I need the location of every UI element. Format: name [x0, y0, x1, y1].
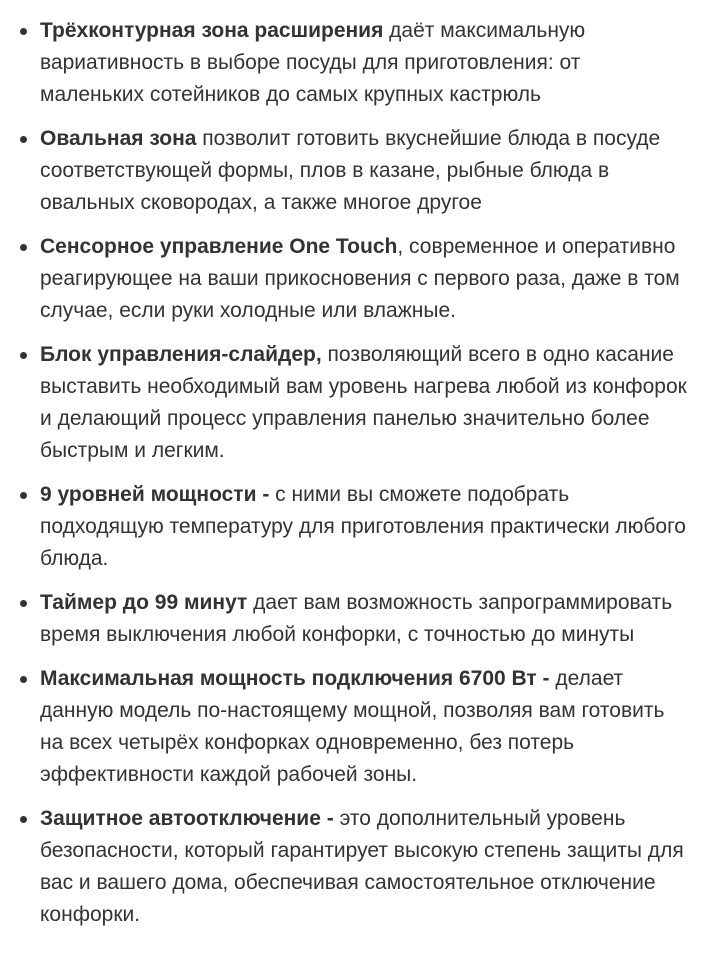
feature-description: с ними вы сможете подобрать подходящую температуру для приготовления практически любого блюда.: [40, 483, 686, 570]
feature-item-max-power: [0, 663, 706, 791]
feature-title: Таймер до 99 минут: [40, 591, 248, 614]
feature-title: Максимальная мощность подключения 6700 Вт -: [40, 667, 550, 690]
feature-item-timer: [0, 587, 706, 651]
bullet-icon: [20, 492, 27, 499]
feature-title: 9 уровней мощности -: [40, 483, 270, 506]
feature-description: позволит готовить вкуснейшие блюда в посуде соответствующей формы, плов в казане, рыбные блюда в овальных сковородах, а также многое другое: [40, 127, 661, 214]
bullet-icon: [20, 136, 27, 143]
feature-item-touch-control: [0, 231, 706, 327]
bullet-icon: [20, 676, 27, 683]
feature-description: делает данную модель по-настоящему мощной, позволяя вам готовить на всех четырёх конфорках одновременно, без потерь эффективности каждой рабочей зоны.: [40, 667, 665, 786]
feature-item-expansion-zone: [0, 15, 706, 111]
feature-title: Блок управления-слайдер,: [40, 343, 322, 366]
bullet-icon: [20, 600, 27, 607]
bullet-icon: [20, 352, 27, 359]
feature-item-power-levels: [0, 479, 706, 575]
feature-title: Овальная зона: [40, 127, 197, 150]
feature-title: Защитное автоотключение -: [40, 807, 334, 830]
bullet-icon: [20, 244, 27, 251]
feature-description: даёт максимальную вариативность в выборе посуды для приготовления: от маленьких сотейников до самых крупных кастрюль: [40, 19, 586, 106]
feature-title: Сенсорное управление One Touch: [40, 235, 398, 258]
bullet-icon: [20, 816, 27, 823]
feature-description: это дополнительный уровень безопасности, который гарантирует высокую степень защиты для вас и вашего дома, обеспечивая самостоятельное отключение конфорки.: [40, 807, 684, 926]
feature-item-slider-control: [0, 339, 706, 467]
feature-description: , современное и оперативно реагирующее на ваши прикосновения с первого раза, даже в том случае, если руки холодные или влажные.: [40, 235, 680, 322]
feature-title: Трёхконтурная зона расширения: [40, 19, 384, 42]
feature-item-auto-shutoff: [0, 803, 706, 931]
feature-description: дает вам возможность запрограммировать время выключения любой конфорки, с точностью до минуты: [40, 591, 673, 646]
feature-description: позволяющий всего в одно касание выставить необходимый вам уровень нагрева любой из конфорок и делающий процесс управления панелью значительно более быстрым и легким.: [40, 343, 687, 462]
bullet-icon: [20, 28, 27, 35]
feature-item-oval-zone: [0, 123, 706, 219]
